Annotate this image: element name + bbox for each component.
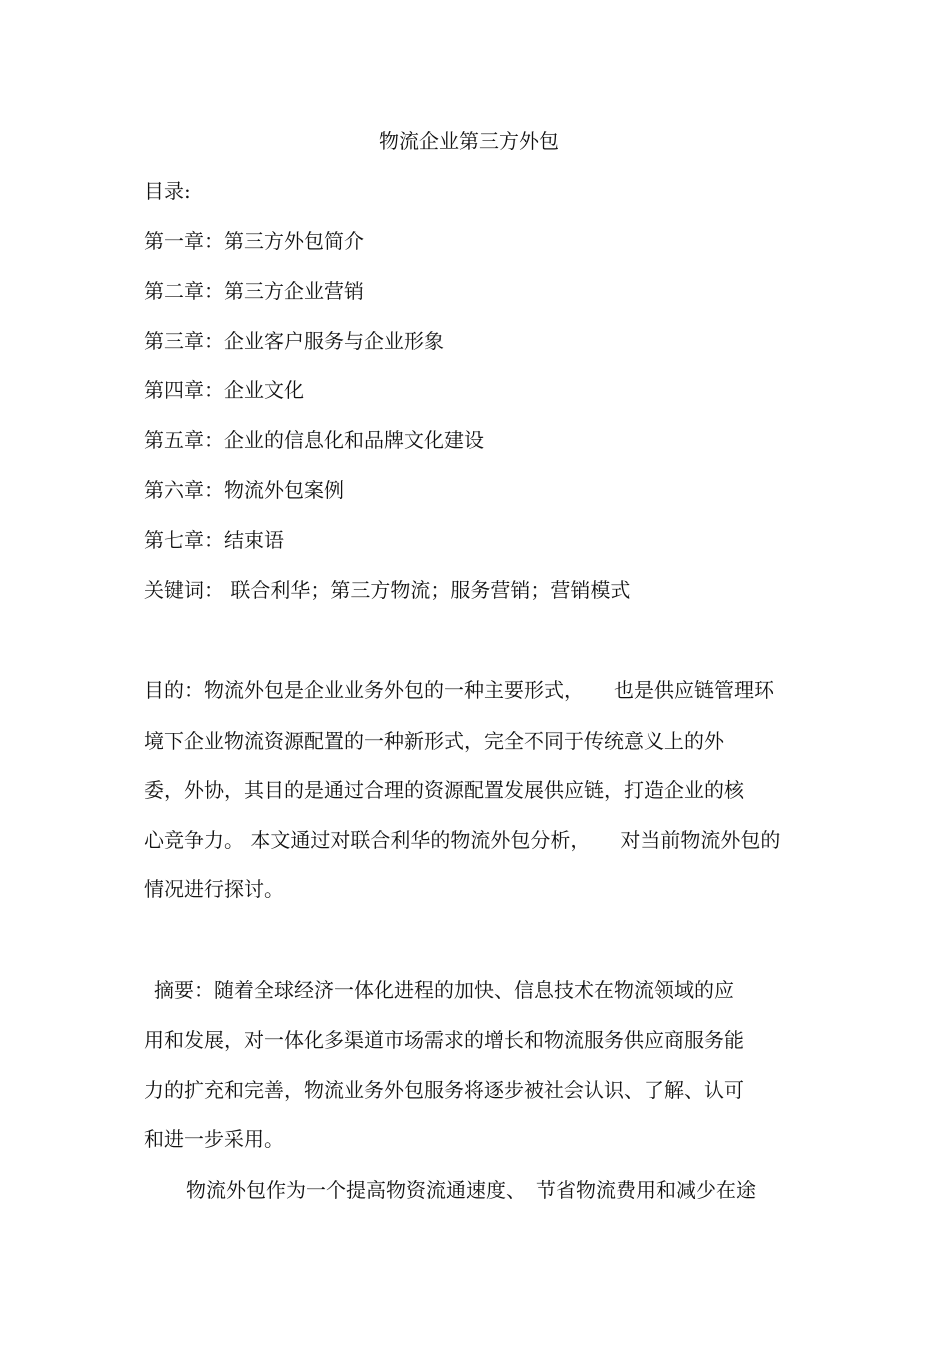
toc-item-1: 第一章：第三方外包简介: [144, 229, 364, 253]
purpose-line-2: 境下企业物流资源配置的一种新形式，完全不同于传统意义上的外: [144, 729, 724, 753]
toc-item-4: 第四章：企业文化: [144, 378, 304, 402]
toc-item-3: 第三章：企业客户服务与企业形象: [144, 329, 444, 353]
toc-item-6: 第六章：物流外包案例: [144, 478, 344, 502]
abstract-line-1: 摘要：随着全球经济一体化进程的加快、信息技术在物流领域的应: [154, 978, 734, 1002]
abstract-line-2: 用和发展，对一体化多渠道市场需求的增长和物流服务供应商服务能: [144, 1028, 744, 1052]
abstract-line-5: 物流外包作为一个提高物资流通速度、 节省物流费用和减少在途: [186, 1178, 756, 1202]
purpose-line-4: 心竞争力。 本文通过对联合利华的物流外包分析， 对当前物流外包的: [144, 828, 781, 852]
toc-item-2: 第二章：第三方企业营销: [144, 279, 364, 303]
purpose-line-3: 委，外协，其目的是通过合理的资源配置发展供应链，打造企业的核: [144, 778, 744, 802]
document-title: 物流企业第三方外包: [379, 129, 559, 153]
toc-item-7: 第七章：结束语: [144, 528, 284, 552]
toc-heading: 目录:: [144, 179, 191, 203]
keywords-line: 关键词： 联合利华；第三方物流；服务营销；营销模式: [144, 578, 631, 602]
purpose-line-1: 目的：物流外包是企业业务外包的一种主要形式， 也是供应链管理环: [144, 678, 774, 702]
purpose-line-5: 情况进行探讨。: [144, 877, 284, 901]
abstract-line-4: 和进一步采用。: [144, 1127, 284, 1151]
abstract-line-3: 力的扩充和完善，物流业务外包服务将逐步被社会认识、了解、认可: [144, 1078, 744, 1102]
toc-item-5: 第五章：企业的信息化和品牌文化建设: [144, 428, 484, 452]
